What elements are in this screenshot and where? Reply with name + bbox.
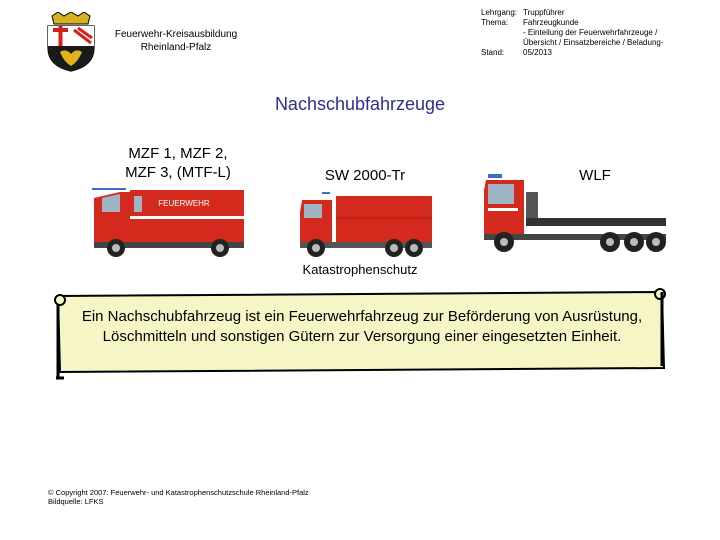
org-line-2: Rheinland-Pfalz bbox=[140, 42, 212, 53]
meta-key: Stand: bbox=[481, 48, 505, 57]
image-source-text: Bildquelle: LFKS bbox=[48, 497, 104, 506]
category-label: Katastrophenschutz bbox=[302, 262, 418, 277]
org-line-1: Feuerwehr-Kreisausbildung bbox=[114, 29, 238, 40]
mzf-side-text: FEUERWEHR bbox=[158, 199, 210, 208]
meta-key: Thema: bbox=[481, 18, 509, 27]
meta-value: Truppführer bbox=[523, 8, 565, 17]
mzf-label bbox=[104, 144, 252, 182]
meta-value: Übersicht / Einsatzbereiche / Beladung- bbox=[523, 38, 664, 47]
mzf-van-image bbox=[90, 186, 248, 258]
copyright-text: © Copyright 2007: Feuerwehr- und Katastrophenschutzschule Rheinland-Pfalz bbox=[48, 488, 309, 497]
meta-value: - Einteilung der Feuerwehrfahrzeuge / bbox=[523, 28, 658, 37]
wlf-label: WLF bbox=[579, 167, 611, 184]
definition-text: Ein Nachschubfahrzeug ist ein Feuerwehrfahrzeug zur Beförderung von Ausrüstung, Löschmitteln und sonstigen Gütern zur Versorgung einer eingesetzten Einheit. bbox=[81, 308, 643, 345]
sw-label: SW 2000-Tr bbox=[324, 167, 406, 184]
organization-header bbox=[108, 28, 244, 54]
footer bbox=[48, 488, 309, 506]
sw-truck-image bbox=[298, 190, 434, 258]
rlp-coat-of-arms-logo bbox=[44, 12, 98, 72]
mzf-label-line-1: MZF 1, MZF 2, bbox=[128, 145, 228, 162]
wlf-truck-image bbox=[482, 172, 668, 258]
page-title: Nachschubfahrzeuge bbox=[274, 94, 446, 114]
meta-value: Fahrzeugkunde bbox=[523, 18, 579, 27]
meta-key: Lehrgang: bbox=[481, 8, 518, 17]
mzf-label-line-2: MZF 3, (MTF-L) bbox=[125, 164, 231, 181]
meta-value: 05/2013 bbox=[523, 48, 552, 57]
